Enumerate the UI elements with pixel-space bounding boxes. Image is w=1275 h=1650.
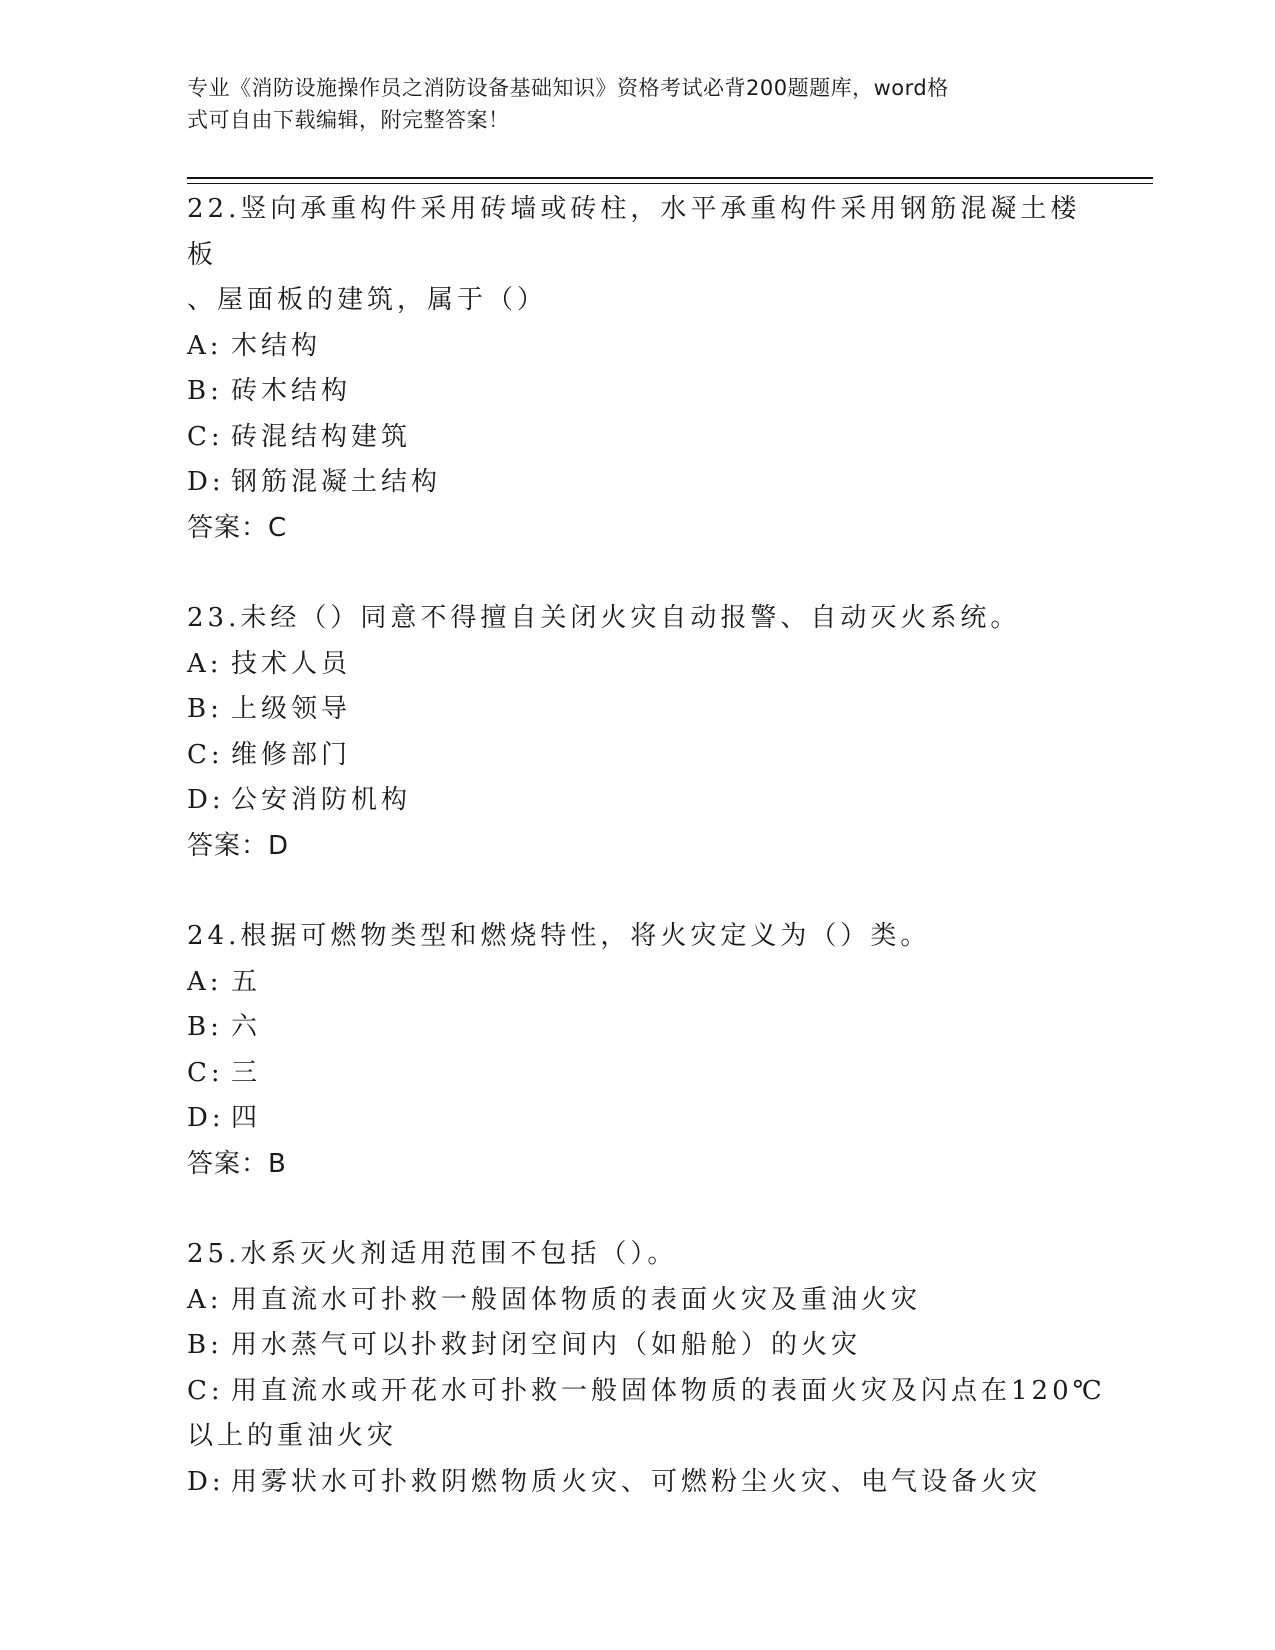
- option-text: 三: [231, 1057, 262, 1088]
- option-label: A:: [187, 330, 223, 361]
- option-d: [187, 778, 1087, 824]
- document-header: [187, 72, 1067, 136]
- option-b: [187, 1005, 1087, 1051]
- option-c: [187, 1051, 1087, 1097]
- option-label: D:: [187, 467, 225, 497]
- question-stem-line: 25.水系灭火剂适用范围不包括（）。: [187, 1239, 678, 1269]
- option-text: 用直流水可扑救一般固体物质的表面火灾及重油火灾: [231, 1284, 922, 1315]
- option-label: B:: [187, 1330, 223, 1360]
- option-d: [187, 460, 1087, 506]
- answer-text: 答案：C: [187, 512, 288, 543]
- option-b: [187, 687, 1087, 733]
- option-label: C:: [187, 1057, 224, 1088]
- option-label: D:: [187, 1466, 225, 1497]
- option-c: [187, 415, 1087, 461]
- option-b: [187, 369, 1087, 415]
- option-c-continuation: 以上的重油火灾: [187, 1421, 398, 1451]
- question-25: [187, 1232, 1106, 1505]
- option-a: [187, 1278, 1087, 1324]
- option-text: 用雾状水可扑救阴燃物质火灾、可燃粉尘火灾、电气设备火灾: [231, 1466, 1042, 1497]
- question-stem-line: 、屋面板的建筑，属于（）: [187, 285, 548, 315]
- question-stem-line: 22.竖向承重构件采用砖墙或砖柱，水平承重构件采用钢筋混凝土楼板: [187, 194, 1081, 270]
- option-text: 维修部门: [231, 739, 352, 770]
- question-stem-line: 23.未经（）同意不得擅自关闭火灾自动报警、自动灭火系统。: [187, 603, 1021, 633]
- option-label: D:: [187, 1103, 225, 1133]
- option-c: [187, 733, 1087, 779]
- option-label: B:: [187, 376, 223, 406]
- option-text: 六: [231, 1012, 262, 1042]
- option-b: [187, 1323, 1087, 1369]
- option-c: [187, 1369, 1106, 1415]
- option-text: 砖木结构: [231, 376, 352, 406]
- option-d: [187, 1460, 1087, 1506]
- option-label: A:: [187, 648, 223, 679]
- question-stem-line: 24.根据可燃物类型和燃烧特性，将火灾定义为（）类。: [187, 921, 931, 951]
- option-text: 木结构: [231, 330, 322, 361]
- answer-text: 答案：D: [187, 830, 290, 861]
- option-label: D:: [187, 785, 225, 815]
- answer-text: 答案：B: [187, 1148, 287, 1179]
- option-a: [187, 324, 1087, 370]
- option-text: 钢筋混凝土结构: [231, 467, 442, 497]
- option-text: 技术人员: [231, 648, 352, 679]
- question-22: [187, 187, 1087, 551]
- option-label: C:: [187, 1375, 224, 1406]
- option-text: 五: [231, 966, 262, 997]
- header-divider-thin: [187, 183, 1153, 184]
- option-text: 四: [231, 1103, 262, 1133]
- option-label: B:: [187, 694, 223, 724]
- option-label: A:: [187, 966, 223, 997]
- option-text: 用水蒸气可以扑救封闭空间内（如船舱）的火灾: [231, 1330, 862, 1360]
- option-a: [187, 642, 1087, 688]
- header-divider-thick: [187, 177, 1153, 179]
- option-label: B:: [187, 1012, 223, 1042]
- option-text: 上级领导: [231, 694, 352, 724]
- question-list: [187, 187, 1106, 1550]
- option-text: 公安消防机构: [231, 785, 412, 815]
- option-text: 砖混结构建筑: [231, 421, 412, 452]
- option-a: [187, 960, 1087, 1006]
- option-label: C:: [187, 421, 224, 452]
- option-label: C:: [187, 739, 224, 770]
- option-text: 用直流水或开花水可扑救一般固体物质的表面火灾及闪点在120℃: [231, 1375, 1106, 1406]
- option-d: [187, 1096, 1087, 1142]
- question-24: [187, 914, 1087, 1187]
- question-23: [187, 596, 1087, 869]
- option-label: A:: [187, 1284, 223, 1315]
- header-line-2: 式可自由下载编辑，附完整答案！: [187, 108, 510, 132]
- header-line-1: 专业《消防设施操作员之消防设备基础知识》资格考试必背200题题库，word格: [187, 76, 949, 100]
